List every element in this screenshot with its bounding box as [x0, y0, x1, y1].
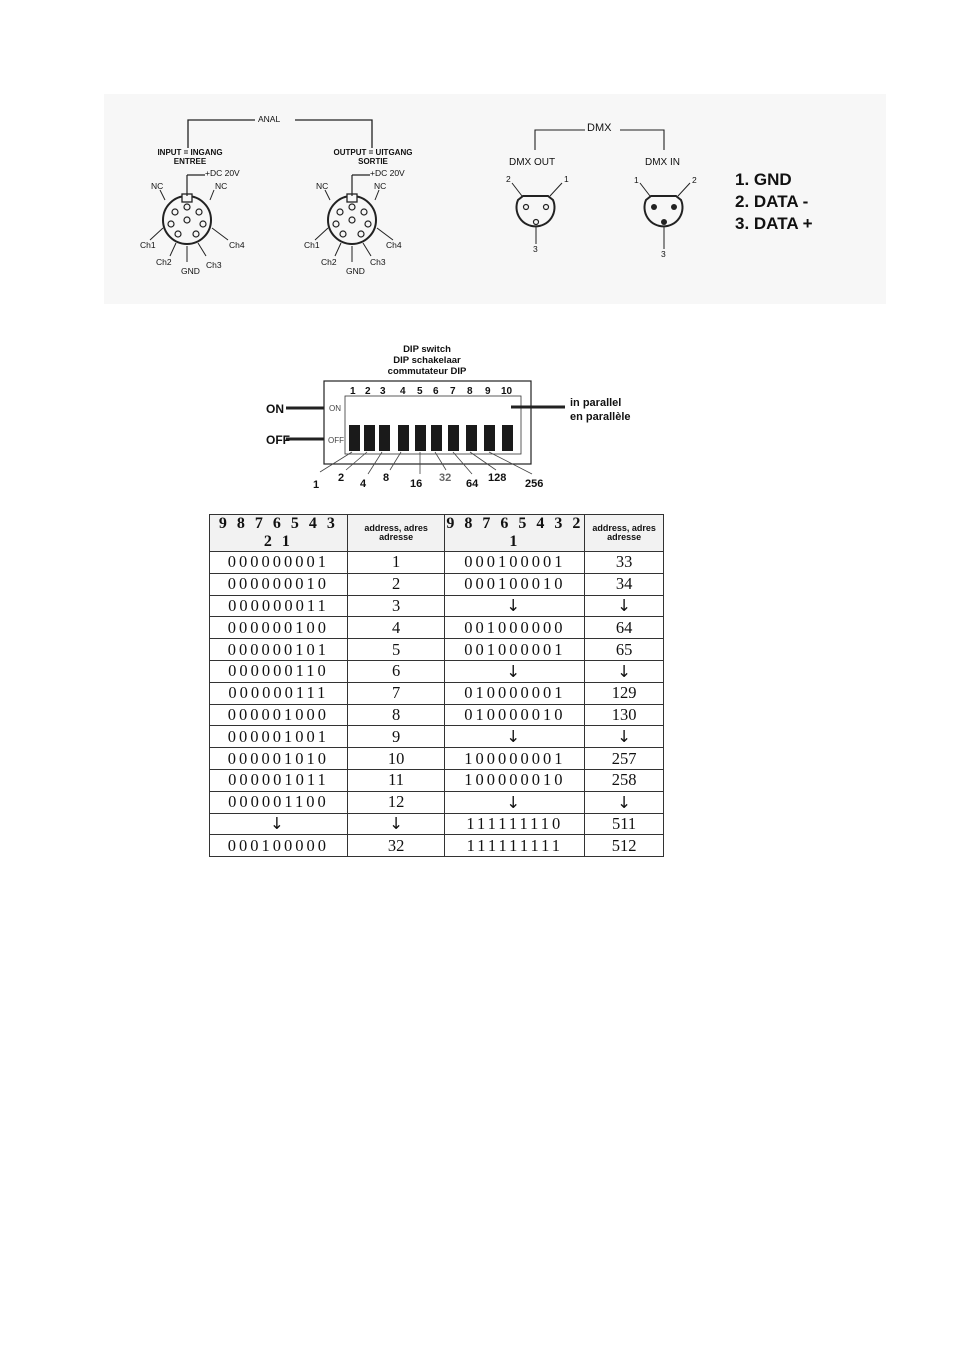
table-cell-address-right: 34 — [585, 573, 664, 595]
table-cell-address-left: 32 — [347, 835, 445, 857]
table-cell-address-left: 6 — [347, 660, 445, 682]
input-ch3: Ch3 — [206, 260, 222, 270]
dip-num-10: 10 — [501, 386, 513, 397]
table-cell-binary-right: 000100010 — [445, 573, 585, 595]
table-cell-binary-left: 000001001 — [210, 726, 348, 748]
dip-num-5: 5 — [417, 386, 423, 397]
dip-address-table — [209, 514, 664, 857]
table-cell-binary-left: ↓ — [210, 813, 348, 835]
table-cell-address-right: ↓ — [585, 660, 664, 682]
output-nc-right: NC — [374, 181, 387, 191]
dip-off-label: OFF — [266, 433, 290, 447]
pin-data-plus: 3. DATA + — [735, 214, 813, 233]
output-dc-label: +DC 20V — [370, 168, 405, 178]
table-cell-address-left: 9 — [347, 726, 445, 748]
table-cell-address-right: 511 — [585, 813, 664, 835]
dip-num-8: 8 — [467, 386, 473, 397]
dip-parallel-label — [570, 396, 631, 424]
table-row — [210, 835, 664, 857]
table-cell-address-left: 12 — [347, 791, 445, 813]
table-cell-binary-right: ↓ — [445, 726, 585, 748]
dip-value-8: 8 — [383, 472, 390, 484]
dmx-out-pin2: 2 — [506, 174, 511, 184]
table-row — [210, 660, 664, 682]
table-cell-address-right: ↓ — [585, 791, 664, 813]
table-cell-address-left: 2 — [347, 573, 445, 595]
dip-num-1: 1 — [350, 386, 356, 397]
dmx-out-pin3: 3 — [533, 244, 538, 254]
table-row — [210, 704, 664, 726]
table-cell-address-right: 512 — [585, 835, 664, 857]
dip-value-256: 256 — [525, 478, 544, 490]
table-cell-binary-right: 111111111 — [445, 835, 585, 857]
table-cell-binary-right: 010000010 — [445, 704, 585, 726]
table-row — [210, 748, 664, 770]
input-ch2: Ch2 — [156, 257, 172, 267]
dip-switch-levers — [349, 425, 513, 451]
anal-label: ANAL — [258, 114, 281, 124]
dip-title-line-2: DIP schakelaar — [393, 355, 461, 366]
table-cell-address-left: 1 — [347, 552, 445, 574]
table-cell-binary-left: 000000100 — [210, 617, 348, 639]
table-cell-binary-left: 000000001 — [210, 552, 348, 574]
table-cell-binary-left: 000000010 — [210, 573, 348, 595]
dmx-in-pin2: 2 — [692, 175, 697, 185]
output-subtitle: SORTIE — [358, 157, 388, 166]
dmx-label: DMX — [587, 122, 612, 134]
table-row — [210, 769, 664, 791]
pin-gnd: 1. GND — [735, 170, 792, 189]
table-cell-binary-right: ↓ — [445, 791, 585, 813]
table-cell-binary-right: 001000001 — [445, 639, 585, 661]
table-cell-address-right: 65 — [585, 639, 664, 661]
table-cell-address-left: 4 — [347, 617, 445, 639]
table-cell-binary-right: 111111110 — [445, 813, 585, 835]
dip-num-6: 6 — [433, 386, 439, 397]
table-cell-binary-left: 000000101 — [210, 639, 348, 661]
dip-value-16: 16 — [410, 478, 423, 490]
table-cell-address-right: 130 — [585, 704, 664, 726]
dip-switch-graphic — [0, 0, 954, 500]
dmx-in-label: DMX IN — [645, 157, 680, 168]
table-row — [210, 726, 664, 748]
input-title: INPUT = INGANG — [157, 148, 223, 157]
table-cell-binary-right: 000100001 — [445, 552, 585, 574]
dip-value-32: 32 — [439, 472, 452, 484]
dip-title-line-1: DIP switch — [403, 344, 451, 355]
table-cell-address-left: ↓ — [347, 813, 445, 835]
dmx-out-label: DMX OUT — [509, 157, 556, 168]
dip-num-2: 2 — [365, 386, 371, 397]
table-cell-binary-right: ↓ — [445, 595, 585, 617]
header-address-right: address, adres adresse — [585, 515, 664, 552]
output-ch1: Ch1 — [304, 240, 320, 250]
table-row — [210, 617, 664, 639]
table-cell-binary-left: 000001011 — [210, 769, 348, 791]
output-ch4: Ch4 — [386, 240, 402, 250]
parallel-line-2: en parallèle — [570, 411, 631, 423]
table-cell-binary-right: 001000000 — [445, 617, 585, 639]
table-cell-binary-right: 100000010 — [445, 769, 585, 791]
pin-data-minus: 2. DATA - — [735, 192, 809, 211]
dmx-in-pin3: 3 — [661, 249, 666, 259]
table-row — [210, 813, 664, 835]
output-title: OUTPUT = UITGANG — [333, 148, 413, 157]
dip-off-small: OFF — [328, 436, 344, 445]
header-bits-right: 9 8 7 6 5 4 3 2 1 — [446, 515, 584, 550]
dip-value-4: 4 — [360, 478, 367, 490]
table-cell-binary-left: 000001010 — [210, 748, 348, 770]
table-cell-address-right: ↓ — [585, 726, 664, 748]
table-cell-binary-left: 000100000 — [210, 835, 348, 857]
table-cell-binary-left: 000000011 — [210, 595, 348, 617]
table-cell-address-right: 258 — [585, 769, 664, 791]
table-cell-binary-right: ↓ — [445, 660, 585, 682]
table-row — [210, 552, 664, 574]
table-cell-binary-left: 000001000 — [210, 704, 348, 726]
table-row — [210, 682, 664, 704]
table-row — [210, 595, 664, 617]
input-nc-right: NC — [215, 181, 228, 191]
table-cell-address-right: ↓ — [585, 595, 664, 617]
input-ch4: Ch4 — [229, 240, 245, 250]
table-cell-address-left: 5 — [347, 639, 445, 661]
table-header-row — [210, 515, 664, 552]
dip-value-64: 64 — [466, 478, 479, 490]
input-dc-label: +DC 20V — [205, 168, 240, 178]
output-ch2: Ch2 — [321, 257, 337, 267]
dip-num-3: 3 — [380, 386, 386, 397]
dip-value-128: 128 — [488, 472, 507, 484]
dip-on-label: ON — [266, 402, 284, 416]
table-cell-address-right: 257 — [585, 748, 664, 770]
header-address-left: address, adres adresse — [347, 515, 445, 552]
table-cell-address-left: 3 — [347, 595, 445, 617]
table-cell-binary-right: 010000001 — [445, 682, 585, 704]
table-cell-address-right: 33 — [585, 552, 664, 574]
table-cell-address-left: 8 — [347, 704, 445, 726]
dmx-out-pin1: 1 — [564, 174, 569, 184]
dip-value-2: 2 — [338, 472, 345, 484]
dip-title-line-3: commutateur DIP — [387, 366, 467, 377]
input-nc-left: NC — [151, 181, 164, 191]
dip-on-small: ON — [329, 404, 341, 413]
output-ch3: Ch3 — [370, 257, 386, 267]
parallel-line-1: in parallel — [570, 397, 622, 409]
input-ch1: Ch1 — [140, 240, 156, 250]
dip-num-7: 7 — [450, 386, 456, 397]
input-gnd: GND — [181, 266, 200, 276]
table-cell-binary-left: 000000111 — [210, 682, 348, 704]
table-cell-binary-left: 000001100 — [210, 791, 348, 813]
table-row — [210, 791, 664, 813]
dmx-in-pin1: 1 — [634, 175, 639, 185]
output-nc-left: NC — [316, 181, 329, 191]
header-bits-left: 9 8 7 6 5 4 3 2 1 — [210, 515, 348, 552]
table-row — [210, 639, 664, 661]
table-cell-address-left: 11 — [347, 769, 445, 791]
dip-num-4: 4 — [400, 386, 406, 397]
table-cell-binary-left: 000000110 — [210, 660, 348, 682]
table-cell-address-left: 7 — [347, 682, 445, 704]
dip-leader-lines — [320, 452, 532, 474]
table-cell-binary-right: 100000001 — [445, 748, 585, 770]
table-row — [210, 573, 664, 595]
table-cell-address-right: 129 — [585, 682, 664, 704]
table-cell-address-left: 10 — [347, 748, 445, 770]
input-subtitle: ENTREE — [173, 157, 207, 166]
dip-num-9: 9 — [485, 386, 491, 397]
table-cell-address-right: 64 — [585, 617, 664, 639]
dip-value-1: 1 — [313, 479, 320, 491]
address-table-body — [210, 515, 664, 857]
output-gnd: GND — [346, 266, 365, 276]
